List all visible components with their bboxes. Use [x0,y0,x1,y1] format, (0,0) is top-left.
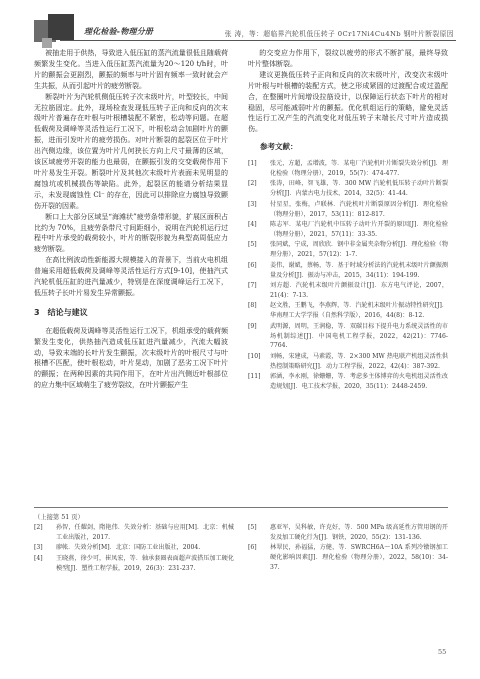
reference-number: [2] [34,524,43,531]
section-heading-conclusions: 3 结论与建议 [34,307,88,317]
journal-name: 理化检验-物理分册 [84,27,154,36]
reference-text: 郭涵，李永刚，徐姗姗，等．考虑多主体博弈的火电机组灵活性改造规划[J]．电工技术学报，2020，35(11)：2448-2459. [270,373,448,391]
right-column [248,48,448,393]
reference-text: 张元，方超，孟增波，等．某电厂汽轮机叶片断裂失效分析[J]．理化检验（物理分册），2019，55(7)：474-477. [270,160,448,178]
reference-number: [3] [248,200,257,208]
reference-number: [9] [248,322,257,330]
reference-text: 刘畅，宋建成，马素霞，等．2×300 MW 热电联产机组灵活性供热控制策略研究[J]．动力工程学报，2022，42(4)：387-392. [270,352,448,370]
references-heading: 参考文献： [260,142,298,152]
reference-item [248,301,448,321]
running-title: 张 涛，等：超临界汽轮机低压转子 0Cr17Ni4Cu4Nb 钢叶片断裂原因 [224,30,454,38]
references-list [248,159,448,392]
reference-item [34,554,234,574]
reference-number: [5] [248,241,257,249]
reference-text: 张涛，田峰，智飞雄，等．300 MW 汽轮机低压转子动叶片断裂分析[J]．内蒙古电力技术，2014，32(5)：41-44. [270,180,448,198]
reference-item [248,179,448,199]
reference-number: [2] [248,180,257,188]
footer-divider [34,507,448,508]
body-paragraph: 在超低载荷及调峰等灵活性运行工况下，机组承受的载荷频繁发生变化，供热抽汽造成低压缸进汽量减少，汽流大幅波动，导致末端的长叶片发生颤振，次末级叶片的叶根尺寸与叶根槽不匹配，使叶根松动，叶片晃动，加剧了恶劣工况下叶片的颤振；在两种因素的共同作用下，在叶片出汽侧近叶根部位的应力集中区域萌生了疲劳裂纹，在叶片颤振产生 [34,326,228,390]
reference-item [34,523,234,543]
journal-logo-icon [34,14,78,52]
body-paragraph: 断裂叶片为汽轮机侧低压转子次末级叶片，叶型较长，中间无拉筋固定。此外，现场检查发现低压转子正向和反向的次末级叶片普遍存在叶根与叶根槽装配不紧密，松动等问题。在超低载荷及调峰等灵活性运行工况下，叶根松动会加剧叶片的颤振，进而引发叶片的疲劳损伤。对叶片断裂的起裂区位于叶片出汽侧边缘，该位置为叶片几何狭长方向上尺寸最薄的区域，该区域疲劳开裂的能力也最弱，在颤振引发的交变载荷作用下叶片易发生开裂。断裂叶片及其他次末级叶片表面未见明显的腐蚀坑或机械损伤等缺陷。此外，起裂区的能谱分析结果显示，未发现腐蚀性 Cl⁻ 的存在，因此可以排除应力腐蚀导致颤伤开裂的因素。 [34,92,228,210]
reference-item [248,322,448,352]
reference-number: [6] [248,261,257,269]
continued-note: （上接第 51 页） [34,514,84,521]
page-header [0,0,480,50]
reference-number: [11] [248,373,261,381]
reference-text: 惠亚军，吴科敏，许克好，等．500 MPa 级高延性方管用钢的开发及加工硬化行为[J]．钢铁，2020，55(2)：131-136. [270,524,448,541]
reference-text: 武明源，周明，王润稳，等．双碳目标下提升电力系统灵活性的市场机制综述[J]．中国电机工程学报，2022，42(21)：7746-7764. [270,322,448,350]
reference-text: 付星星，张梅，卢联林．汽轮机叶片断裂原因分析[J]．理化检验（物理分册），2017，53(11)：812-817. [270,200,448,218]
reference-text: 林翠民，孙福猛，方健，等．SWRCH6A～10A 系列冷镦钢加工硬化影响因素[J]．理化检验（物理分册），2022，58(10)：34-37. [270,544,448,572]
reference-text: 孙智，任耀剑，隋艳伟．失效分析：基础与应用[M]．北京：机械工业出版社，2017. [56,524,234,541]
footer-refs-left [34,523,234,574]
reference-number: [3] [34,544,43,552]
reference-item [248,261,448,281]
reference-number: [8] [248,302,257,310]
body-paragraph: 断口上大部分区域呈“海滩状”疲劳条带形貌，扩展区面积占比约为 70%，且疲劳条带尺寸间距细小，说明在汽轮机运行过程中叶片承受的载荷较小，叶片的断裂形貌为典型高周低应力疲劳断裂。 [34,212,228,254]
reference-number: [7] [248,282,257,290]
reference-number: [4] [248,221,257,229]
body-paragraph: 在高比例波动性新能源大规模接入的背景下，当前火电机组普遍采用超低载荷及调峰等灵活性运行方式[9-10]，使抽汽式汽轮机低压缸的进汽量减少，特别是在深度调峰运行工况下，低压转子长叶片易发生异常颤振。 [34,256,228,297]
reference-item [248,372,448,392]
reference-item [248,159,448,179]
reference-item [248,220,448,240]
reference-text: 赵文胜，王鹏飞，李燕辉，等．汽轮机末级叶片振动特性研究[J]．华南理工大学学报（自然科学版），2016，44(8)：8-12. [270,302,448,320]
reference-item [248,543,448,573]
reference-text: 陈志军．某电厂汽轮机中压转子动叶片开裂的原因[J]．理化检验（物理分册），2021，57(11)：33-35. [270,221,448,238]
body-paragraph: 建议更换低压转子正向和反向的次末级叶片，改变次末级叶片叶根与叶根槽的装配方式，使之形成紧固的过渡配合或过盈配合，在整圈叶片间增设拉筋设计，以保障运行状态下叶片的相对稳固，尽可能减弱叶片的颤振。优化机组运行的策略，避免灵活性运行工况产生的汽流变化对低压转子末端长尺寸叶片造成损伤。 [248,70,448,134]
reference-text: 王晓燕，徐少可，崔凤宏，等．轴承套圈表面超声波搭压加工硬化模型[J]．塑性工程学报，2019，26(3)：231-237. [56,554,234,572]
left-column [34,48,228,391]
reference-number: [10] [248,352,261,360]
reference-item [248,523,448,543]
reference-item [248,200,448,220]
reference-number: [1] [248,160,257,168]
reference-text: 廖帐．失效分析[M]．北京：国防工业出版社，2004. [56,544,201,552]
reference-item [248,352,448,372]
reference-item [248,240,448,260]
reference-item [34,543,234,553]
body-paragraph: 的交变应力作用下，裂纹以疲劳的形式不断扩展，最终导致叶片整体断裂。 [248,49,448,68]
body-paragraph: 被抽走用于供热，导致进入低压缸的蒸汽流量很低且随载荷频繁发生变化。当进入低压缸蒸汽流量为20～120 t/h时，叶片的颤振会更剧烈，颤振的频率与叶片固有频率一致时就会产生共振，从而引起叶片的疲劳断裂。 [34,49,228,90]
reference-text: 姜伟，谢斌，蔡畅，等．基于时域分析法的汽轮机末级叶片颤振测量及分析[J]．振动与冲击，2015，34(11)：194-199. [270,261,448,279]
reference-number: [6] [248,544,257,552]
reference-number: [5] [248,524,257,531]
header-divider [60,40,456,41]
footer-refs-right [248,523,448,574]
reference-text: 张同斌，宁成，周欣欣．钢中非金属夹杂物分析[J]．理化检验（物理分册），2021，57(12)：1-7. [270,241,448,259]
reference-number: [4] [34,554,43,562]
reference-item [248,281,448,301]
reference-text: 刘方超．汽轮机末级叶片颤振设计[J]．东方电气评论，2007，21(4)：7-13. [270,282,448,299]
page-number: 55 [438,648,447,656]
